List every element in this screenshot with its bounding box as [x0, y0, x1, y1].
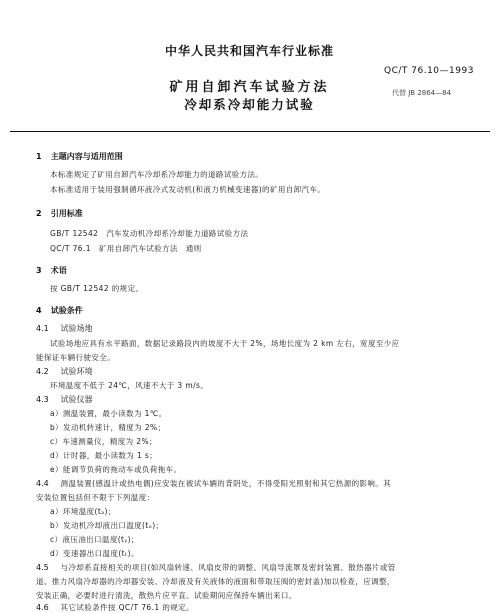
list-item: c）车速测量仪，精度为 2%；	[50, 437, 157, 446]
paragraph-line: 道、推力风扇冷却器的冷却器安装、冷却液及有关液体的液面和带取压阀的密封盖)加以检查，应调整，	[36, 577, 395, 586]
list-item: d）计时器，最小读数为 1 s；	[50, 451, 158, 460]
section-number: 4	[36, 306, 42, 315]
subsection-number: 4.5	[36, 563, 49, 572]
organization-title: 中华人民共和国汽车行业标准	[164, 44, 334, 58]
list-item: e）能调节负荷的拖动车或负荷拖车。	[50, 465, 182, 474]
paragraph-line: 按 GB/T 12542 的规定。	[50, 284, 144, 293]
section-heading-1	[36, 151, 123, 162]
subsection-heading-4-6	[36, 602, 194, 613]
paragraph-line: 与冷却系直接相关的项目(如风扇转速、风扇皮带的调整、风扇导流罩及密封装置、散热器片或管	[60, 563, 396, 572]
section-heading-2	[36, 208, 83, 219]
section-heading-3	[36, 265, 67, 276]
standard-code: QC/T 76.10—1993	[384, 66, 474, 76]
subsection-title: 试验仪器	[60, 395, 93, 404]
section-title: 术语	[50, 266, 67, 275]
paragraph-line: 本标准适用于装用强制循环液冷式发动机(和液力机械变速器)的矿用自卸汽车。	[50, 185, 326, 194]
section-title: 主题内容与适用范围	[50, 152, 123, 161]
subsection-heading-4-1	[36, 323, 93, 334]
paragraph-line: 安装正确，必要时进行清洗，散热片应平直。试验期间应保持车辆出来口。	[36, 591, 297, 600]
subsection-number: 4.1	[36, 324, 49, 333]
subsection-title: 试验环境	[60, 367, 93, 376]
subsection-number: 4.2	[36, 367, 49, 376]
subsection-number: 4.3	[36, 395, 49, 404]
subsection-heading-4-5	[36, 562, 396, 573]
paragraph-line: 本标准规定了矿用自卸汽车冷却系冷却能力的道路试验方法。	[50, 170, 264, 179]
paragraph-line: 试验场地应具有水平路面，数据记录路段内的坡度不大于 2%，场地长度为 2 km 左右，宽度至少应	[50, 339, 400, 348]
paragraph-line: 测温装置(感温计或热电偶)应安装在被试车辆的背阴处，不得受阳光照射和其它热源的影响。其	[60, 479, 392, 488]
subsection-heading-4-2	[36, 366, 93, 377]
section-number: 1	[36, 152, 42, 161]
list-item: a）环境温度(tₐ)；	[50, 507, 116, 516]
list-item: b）发动机冷却液出口温度(tₒ)；	[50, 521, 164, 530]
reference-line: QC/T 76.1 矿用自卸汽车试验方法 通则	[50, 244, 202, 253]
section-number: 3	[36, 266, 42, 275]
subsection-title: 试验场地	[60, 324, 93, 333]
list-item: a）测温装置，最小读数为 1℃。	[50, 409, 167, 418]
reference-line: GB/T 12542 汽车发动机冷却系冷却能力道路试验方法	[50, 229, 249, 238]
header-divider	[10, 131, 490, 132]
subsection-number: 4.4	[36, 479, 49, 488]
section-title: 试验条件	[50, 306, 83, 315]
paragraph-line: 环境温度不低于 24℃，风速不大于 3 m/s。	[50, 381, 209, 390]
section-heading-4	[36, 305, 83, 316]
paragraph-line: 安装位置包括但不限于下列温度：	[36, 493, 155, 502]
replaces-note: 代替 JB 2864—84	[392, 89, 452, 97]
subsection-heading-4-3	[36, 394, 93, 405]
section-title: 引用标准	[50, 209, 83, 218]
document-title-line2: 冷却系冷却能力试验	[184, 97, 315, 112]
list-item: c）液压油出口温度(tᵧ)；	[50, 535, 139, 544]
document-title-line1: 矿用自卸汽车试验方法	[169, 80, 330, 95]
subsection-number: 4.6	[36, 603, 49, 612]
list-item: d）变速器出口温度(tₜ)。	[50, 549, 139, 558]
subsection-heading-4-4	[36, 478, 391, 489]
paragraph-line: 能保证车辆行驶安全。	[36, 353, 115, 362]
section-number: 2	[36, 209, 42, 218]
paragraph-line: 其它试验条件按 QC/T 76.1 的规定。	[60, 603, 194, 612]
list-item: b）发动机转速计，精度为 2%；	[50, 423, 166, 432]
